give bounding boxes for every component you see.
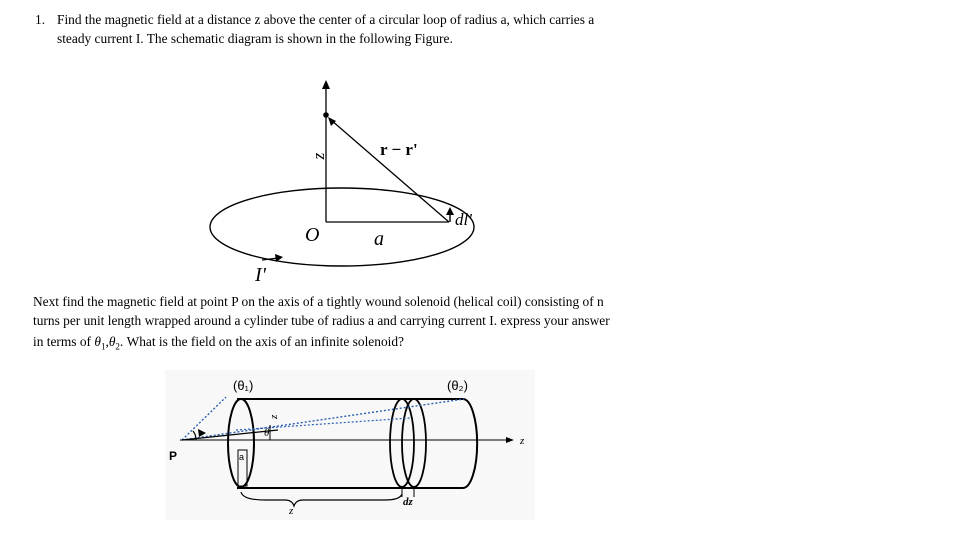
- label-point-p: P: [169, 449, 178, 463]
- label-r-minus-rprime: r − r': [380, 140, 418, 159]
- problem-line-1: Find the magnetic field at a distance z above the center of a circular loop of radius a, which carries a: [57, 12, 595, 27]
- label-z-axis: z: [520, 435, 525, 447]
- label-theta1: (θ₁): [233, 378, 254, 393]
- figure-background: [165, 370, 535, 520]
- label-origin: O: [305, 224, 320, 246]
- label-dz: dz: [403, 496, 413, 508]
- label-z: z: [309, 152, 328, 160]
- theta1-symbol: θ: [94, 334, 101, 349]
- label-theta2: (θ₂): [447, 378, 468, 393]
- theta2-subscript: 2: [115, 341, 120, 352]
- label-z-length: z: [289, 505, 294, 517]
- part2-line-3-post: . What is the field on the axis of an infinite solenoid?: [119, 334, 404, 349]
- label-radius: a: [374, 228, 384, 250]
- part2-line-3-pre: in terms of: [33, 334, 95, 349]
- theta1-subscript: 1: [100, 341, 106, 352]
- label-theta: θ: [264, 427, 270, 439]
- part2-line-1: Next find the magnetic field at point P on the axis of a tightly wound solenoid (helical coil) consisting of n: [33, 294, 604, 309]
- label-z-small: z: [268, 414, 280, 419]
- problem-number: 1.: [35, 12, 46, 27]
- label-dl: dl': [455, 210, 472, 229]
- theta-separator: ,: [105, 334, 109, 349]
- label-radius-a: a: [239, 452, 245, 462]
- theta2-symbol: θ: [108, 334, 116, 349]
- part2-line-2: turns per unit length wrapped around a cylinder tube of radius a and carrying current I. express your answer: [33, 313, 610, 328]
- problem-line-2: steady current I. The schematic diagram is shown in the following Figure.: [57, 31, 453, 46]
- label-current: I': [255, 264, 266, 286]
